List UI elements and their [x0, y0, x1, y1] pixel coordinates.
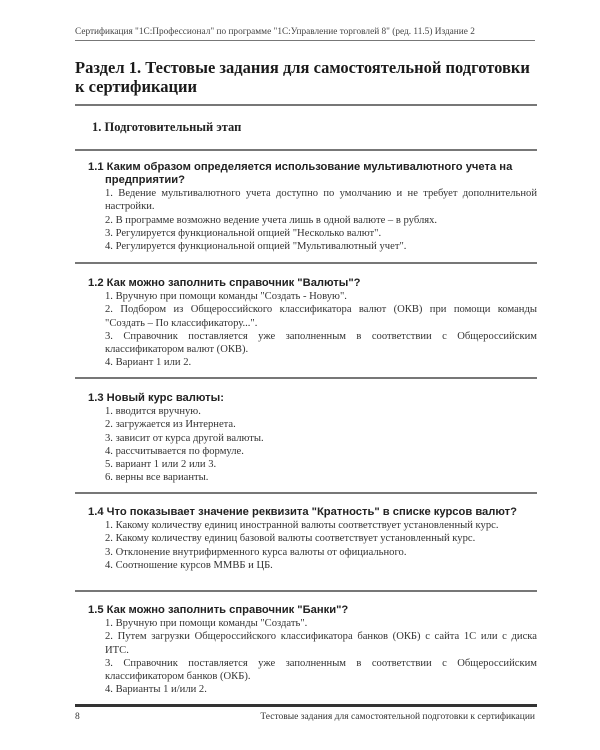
answer-option: 2. загружается из Интернета.	[105, 419, 236, 431]
answer-option: 2. Какому количеству единиц базовой валюты соответствует установленный курс.	[105, 533, 476, 545]
divider	[75, 492, 537, 494]
answer-option: 1. Вручную при помощи команды "Создать - Новую".	[105, 291, 347, 302]
answer-option: 3. Отклонение внутрифирменного курса валюты от официального.	[105, 546, 407, 558]
answer-option: 4. Вариант 1 или 2.	[105, 357, 192, 369]
answer-option: 1. Какому количеству единиц иностранной валюты соответствует установленный курс.	[105, 520, 499, 531]
answer-option: 1. Вручную при помощи команды "Создать".	[105, 618, 308, 629]
question-1-4	[75, 506, 537, 572]
answer-list	[75, 290, 537, 370]
divider	[75, 590, 537, 592]
question-1-5	[75, 604, 537, 697]
answer-option: 4. Регулируется функциональной опцией "Мультивалютный учет".	[105, 241, 407, 253]
question-heading: 1.3 Новый курс валюты:	[88, 392, 224, 404]
page-number: 8	[75, 712, 80, 722]
section-title: Раздел 1. Тестовые задания для самостоятельной подготовки к сертификации	[75, 58, 530, 96]
divider	[75, 377, 537, 379]
answer-list	[75, 187, 537, 253]
answer-option: 3. зависит от курса другой валюты.	[105, 432, 264, 444]
footer-text: Тестовые задания для самостоятельной подготовки к сертификации	[260, 712, 535, 722]
running-footer	[75, 712, 535, 722]
answer-option: 3. Справочник поставляется уже заполненным в соответствии с Общероссийским классификатором банков (ОКБ).	[105, 657, 537, 683]
divider	[75, 262, 537, 264]
question-1-3	[75, 392, 537, 485]
answer-option: 3. Регулируется функциональной опцией "Несколько валют".	[105, 227, 382, 239]
footer-divider	[75, 704, 537, 707]
question-heading: 1.2 Как можно заполнить справочник "Валюты"?	[88, 277, 361, 289]
answer-option: 2. Подбором из Общероссийского классификатора валют (ОКВ) при помощи команды "Создать – По классификатору...".	[105, 304, 537, 329]
answer-list	[75, 405, 537, 485]
question-1-1	[75, 161, 537, 253]
answer-option: 2. Путем загрузки Общероссийского классификатора банков (ОКБ) с сайта 1С или с диска ИТС.	[105, 631, 537, 656]
answer-option: 4. Соотношение курсов ММВБ и ЦБ.	[105, 559, 273, 571]
divider	[75, 149, 537, 151]
answer-option: 1. Ведение мультивалютного учета доступно по умолчанию и не требует дополнительной настройки.	[105, 188, 537, 213]
answer-option: 2. В программе возможно ведение учета лишь в одной валюте – в рублях.	[105, 214, 438, 226]
question-1-2	[75, 277, 537, 370]
question-text-cont: предприятии?	[105, 174, 185, 186]
answer-option: 4. рассчитывается по формуле.	[105, 445, 244, 457]
answer-list	[75, 617, 537, 697]
subsection-title: 1. Подготовительный этап	[92, 120, 242, 134]
answer-option: 5. вариант 1 или 2 или 3.	[105, 459, 217, 471]
question-heading: 1.5 Как можно заполнить справочник "Банки"?	[88, 604, 349, 616]
answer-option: 3. Справочник поставляется уже заполненным в соответствии с Общероссийским классификатором валют (ОКВ).	[105, 330, 537, 356]
running-header: Сертификация "1С:Профессионал" по программе "1С:Управление торговлей 8" (ред. 11.5) Издание 2	[75, 27, 535, 41]
answer-list	[75, 519, 537, 572]
question-text: 1.1 Каким образом определяется использование мультивалютного учета на	[88, 161, 513, 173]
divider	[75, 104, 537, 106]
question-heading: 1.4 Что показывает значение реквизита "Кратность" в списке курсов валют?	[88, 506, 517, 518]
answer-option: 6. верны все варианты.	[105, 472, 209, 484]
answer-option: 1. вводится вручную.	[105, 406, 201, 417]
answer-option: 4. Варианты 1 и/или 2.	[105, 684, 207, 696]
question-heading	[75, 161, 537, 187]
